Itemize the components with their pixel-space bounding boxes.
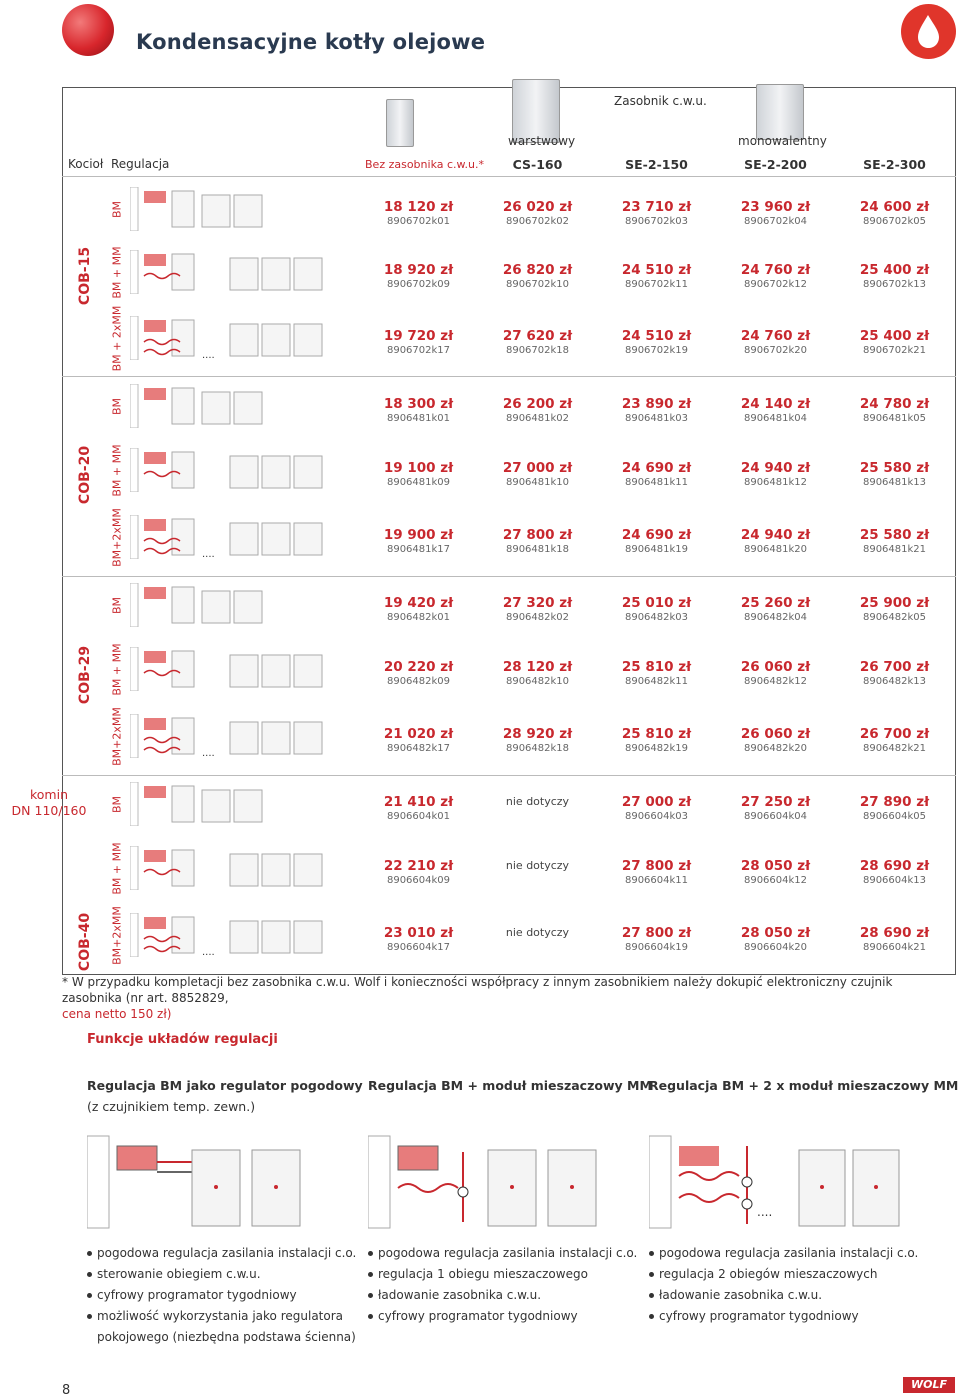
price-cell: [359, 199, 478, 228]
price-cell: [716, 858, 835, 887]
price-value: 23 960 zł: [740, 199, 811, 215]
price-value: 28 690 zł: [859, 858, 930, 874]
price-value: 25 010 zł: [621, 595, 692, 611]
monowalentny-header: monowalentny: [738, 134, 827, 148]
list-item: ładowanie zasobnika c.w.u.: [368, 1285, 638, 1306]
article-code: 8906482k02: [505, 612, 570, 623]
price-value: 25 400 zł: [859, 328, 930, 344]
article-code: 8906482k03: [624, 612, 689, 623]
svg-text:....: ....: [202, 748, 215, 758]
function-bullets-bm-2mm: [649, 1243, 939, 1327]
price-value: 24 940 zł: [740, 460, 811, 476]
warstwowy-header: warstwowy: [508, 134, 576, 148]
price-cell: [597, 595, 716, 624]
article-code: 8906482k13: [862, 676, 927, 687]
model-cs160: CS-160: [512, 157, 563, 172]
zasobnik-header: Zasobnik c.w.u.: [614, 94, 707, 108]
regulation-label: BM: [110, 596, 124, 615]
price-cell: [716, 794, 835, 823]
price-value: 24 510 zł: [621, 262, 692, 278]
price-value: 19 420 zł: [383, 595, 454, 611]
price-cell: [597, 396, 716, 425]
function-title-bm-2mm: Regulacja BM + 2 x moduł mieszaczowy MM: [649, 1078, 959, 1093]
article-code: 8906482k01: [386, 612, 451, 623]
price-cell: [716, 328, 835, 357]
regulation-label: BM + MM: [110, 643, 124, 696]
article-code: 8906482k04: [743, 612, 808, 623]
article-code: 8906702k17: [386, 345, 451, 356]
article-code: 8906702k18: [505, 345, 570, 356]
price-value: 25 810 zł: [621, 659, 692, 675]
flame-icon: [901, 4, 956, 59]
regulation-schematic: [130, 782, 350, 816]
list-item-continuation: pokojowego (niezbędna podstawa ścienna): [97, 1330, 356, 1344]
svg-text:....: ....: [757, 1205, 773, 1219]
function-title-bm: Regulacja BM jako regulator pogodowy: [87, 1078, 363, 1093]
price-cell: [359, 396, 478, 425]
regulation-label: BM + 2xMM: [110, 305, 124, 372]
price-cell: [597, 726, 716, 755]
price-value: 22 210 zł: [383, 858, 454, 874]
price-cell: [478, 460, 597, 489]
article-code: 8906482k10: [505, 676, 570, 687]
article-code: 8906481k17: [386, 544, 451, 555]
price-value: 24 600 zł: [859, 199, 930, 215]
list-item: pogodowa regulacja zasilania instalacji c.o.: [649, 1243, 939, 1264]
article-code: 8906702k12: [743, 279, 808, 290]
price-cell: [835, 794, 954, 823]
function-title-bm-mm: Regulacja BM + moduł mieszaczowy MM: [368, 1078, 652, 1093]
list-item: sterowanie obiegiem c.w.u.: [87, 1264, 357, 1285]
price-cell: [359, 726, 478, 755]
regulation-label: BM + MM: [110, 842, 124, 895]
price-cell: [716, 595, 835, 624]
article-code: 8906481k09: [386, 477, 451, 488]
price-value: 18 120 zł: [383, 199, 454, 215]
group-divider: [62, 775, 956, 776]
price-value: 19 720 zł: [383, 328, 454, 344]
price-value: 25 580 zł: [859, 460, 930, 476]
svg-text:....: ....: [202, 549, 215, 559]
price-value: 24 690 zł: [621, 460, 692, 476]
price-cell: [478, 396, 597, 425]
article-code: 8906702k11: [624, 279, 689, 290]
regulation-schematic: [130, 583, 350, 617]
wolf-logo: WOLF: [903, 1377, 955, 1393]
price-cell: [835, 595, 954, 624]
price-value: 25 400 zł: [859, 262, 930, 278]
price-value: 26 700 zł: [859, 726, 930, 742]
price-value: 24 940 zł: [740, 527, 811, 543]
function-bullets-bm-mm: [368, 1243, 638, 1327]
boiler-image: [386, 99, 414, 147]
price-value: 27 000 zł: [621, 794, 692, 810]
price-cell: [478, 858, 597, 872]
article-code: 8906482k09: [386, 676, 451, 687]
not-applicable-text: nie dotyczy: [505, 926, 570, 939]
price-cell: [597, 858, 716, 887]
article-code: 8906604k12: [743, 875, 808, 886]
article-code: 8906482k12: [743, 676, 808, 687]
article-code: 8906482k05: [862, 612, 927, 623]
group-divider: [62, 376, 956, 377]
article-code: 8906702k20: [743, 345, 808, 356]
price-cell: [835, 659, 954, 688]
price-cell: [716, 460, 835, 489]
article-code: 8906604k13: [862, 875, 927, 886]
price-cell: [716, 527, 835, 556]
price-cell: [835, 527, 954, 556]
price-cell: [359, 328, 478, 357]
price-cell: [359, 262, 478, 291]
price-cell: [478, 595, 597, 624]
group-divider: [62, 576, 956, 577]
article-code: 8906604k17: [386, 942, 451, 953]
article-code: 8906702k13: [862, 279, 927, 290]
regulation-label: BM: [110, 397, 124, 416]
article-code: 8906604k03: [624, 811, 689, 822]
regulation-schematic: [130, 846, 350, 880]
article-code: 8906481k21: [862, 544, 927, 555]
price-cell: [359, 858, 478, 887]
model-se2-150: SE-2-150: [625, 157, 688, 172]
price-value: 21 020 zł: [383, 726, 454, 742]
model-se2-200: SE-2-200: [744, 157, 807, 172]
regulation-schematic: [130, 316, 350, 360]
regulation-label: BM+2xMM: [110, 707, 124, 766]
article-code: 8906482k17: [386, 743, 451, 754]
price-value: 23 010 zł: [383, 925, 454, 941]
price-value: 25 260 zł: [740, 595, 811, 611]
regulacja-header: Regulacja: [111, 157, 170, 171]
price-cell: [716, 925, 835, 954]
article-code: 8906481k05: [862, 413, 927, 424]
article-code: 8906481k01: [386, 413, 451, 424]
price-value: 23 710 zł: [621, 199, 692, 215]
article-code: 8906604k01: [386, 811, 451, 822]
price-cell: [716, 726, 835, 755]
decorative-ball-icon: [62, 4, 114, 56]
list-item: regulacja 2 obiegów mieszaczowych: [649, 1264, 939, 1285]
header-divider: [62, 176, 956, 177]
list-item: ładowanie zasobnika c.w.u.: [649, 1285, 939, 1306]
price-cell: [478, 659, 597, 688]
price-value: 27 000 zł: [502, 460, 573, 476]
function-bullets-bm: [87, 1243, 357, 1327]
price-value: 27 800 zł: [621, 858, 692, 874]
price-value: 28 120 zł: [502, 659, 573, 675]
price-value: 28 050 zł: [740, 925, 811, 941]
price-value: 24 690 zł: [621, 527, 692, 543]
price-cell: [835, 199, 954, 228]
list-item: cyfrowy programator tygodniowy: [87, 1285, 357, 1306]
regulation-label: BM + MM: [110, 444, 124, 497]
price-value: 20 220 zł: [383, 659, 454, 675]
article-code: 8906702k10: [505, 279, 570, 290]
price-cell: [716, 199, 835, 228]
price-cell: [835, 858, 954, 887]
list-item: pogodowa regulacja zasilania instalacji c.o.: [87, 1243, 357, 1264]
list-item: cyfrowy programator tygodniowy: [368, 1306, 638, 1327]
functions-heading: Funkcje układów regulacji: [87, 1032, 278, 1047]
article-code: 8906604k09: [386, 875, 451, 886]
regulation-label: BM+2xMM: [110, 906, 124, 965]
price-cell: [359, 595, 478, 624]
article-code: 8906702k03: [624, 216, 689, 227]
boiler-label-cob15: COB-15: [77, 246, 93, 306]
price-cell: [597, 794, 716, 823]
price-cell: [835, 396, 954, 425]
price-value: 19 100 zł: [383, 460, 454, 476]
regulation-schematic: [130, 448, 350, 482]
price-value: 25 580 zł: [859, 527, 930, 543]
regulation-schematic: [130, 714, 350, 758]
price-value: 28 920 zł: [502, 726, 573, 742]
article-code: 8906482k20: [743, 743, 808, 754]
boiler-label-cob29: COB-29: [77, 645, 93, 705]
diagram-bm-mm: [368, 1132, 628, 1232]
price-value: 25 900 zł: [859, 595, 930, 611]
price-value: 27 800 zł: [621, 925, 692, 941]
article-code: 8906604k19: [624, 942, 689, 953]
price-cell: [359, 925, 478, 954]
price-cell: [716, 659, 835, 688]
price-value: 27 320 zł: [502, 595, 573, 611]
price-value: 24 760 zł: [740, 328, 811, 344]
komin-line2: DN 110/160: [11, 803, 87, 818]
footnote-text: * W przypadku kompletacji bez zasobnika c.w.u. Wolf i konieczności współpracy z innym zasobnikiem należy dokupić elektroniczny czujnik zasobnika (nr art. 8852829,: [62, 975, 893, 1005]
article-code: 8906482k18: [505, 743, 570, 754]
list-item: regulacja 1 obiegu mieszaczowego: [368, 1264, 638, 1285]
kociol-header: Kocioł: [68, 157, 104, 171]
price-cell: [478, 925, 597, 939]
price-cell: [597, 262, 716, 291]
article-code: 8906604k05: [862, 811, 927, 822]
price-value: 24 140 zł: [740, 396, 811, 412]
price-value: 18 920 zł: [383, 262, 454, 278]
diagram-bm: [87, 1132, 347, 1232]
article-code: 8906481k11: [624, 477, 689, 488]
price-cell: [597, 659, 716, 688]
list-item: pogodowa regulacja zasilania instalacji c.o.: [368, 1243, 638, 1264]
price-value: 24 760 zł: [740, 262, 811, 278]
price-cell: [835, 925, 954, 954]
page-title: Kondensacyjne kotły olejowe: [136, 30, 486, 54]
list-item: cyfrowy programator tygodniowy: [649, 1306, 939, 1327]
regulation-schematic: [130, 515, 350, 559]
article-code: 8906481k03: [624, 413, 689, 424]
price-value: 24 780 zł: [859, 396, 930, 412]
price-value: 21 410 zł: [383, 794, 454, 810]
price-value: 26 060 zł: [740, 726, 811, 742]
article-code: 8906481k10: [505, 477, 570, 488]
article-code: 8906702k21: [862, 345, 927, 356]
price-cell: [359, 460, 478, 489]
article-code: 8906481k12: [743, 477, 808, 488]
price-cell: [478, 199, 597, 228]
regulation-label: BM: [110, 200, 124, 219]
article-code: 8906481k19: [624, 544, 689, 555]
price-cell: [359, 527, 478, 556]
article-code: 8906604k21: [862, 942, 927, 953]
regulation-schematic: [130, 647, 350, 681]
regulation-schematic: [130, 187, 350, 221]
price-value: 27 800 zł: [502, 527, 573, 543]
price-cell: [478, 794, 597, 808]
price-cell: [478, 328, 597, 357]
price-cell: [597, 199, 716, 228]
article-code: 8906481k13: [862, 477, 927, 488]
price-value: 23 890 zł: [621, 396, 692, 412]
article-code: 8906604k04: [743, 811, 808, 822]
price-cell: [478, 527, 597, 556]
price-value: 26 820 zł: [502, 262, 573, 278]
price-cell: [716, 262, 835, 291]
bez-zasobnika-header: Bez zasobnika c.w.u.*: [365, 158, 484, 171]
article-code: 8906481k18: [505, 544, 570, 555]
article-code: 8906702k19: [624, 345, 689, 356]
page-number: 8: [62, 1383, 71, 1398]
price-value: 26 060 zł: [740, 659, 811, 675]
article-code: 8906702k05: [862, 216, 927, 227]
price-value: 27 250 zł: [740, 794, 811, 810]
price-cell: [359, 659, 478, 688]
price-value: 19 900 zł: [383, 527, 454, 543]
regulation-label: BM + MM: [110, 246, 124, 299]
price-cell: [835, 726, 954, 755]
boiler-label-cob40: COB-40: [77, 912, 93, 972]
regulation-schematic: [130, 913, 350, 957]
list-item: możliwość wykorzystania jako regulatora: [87, 1306, 357, 1327]
boiler-label-cob20: COB-20: [77, 445, 93, 505]
svg-text:....: ....: [202, 350, 215, 360]
article-code: 8906482k19: [624, 743, 689, 754]
function-subtitle-bm: (z czujnikiem temp. zewn.): [87, 1099, 256, 1114]
regulation-label: BM: [110, 795, 124, 814]
storage-se2-image: [756, 84, 804, 140]
footnote-price: cena netto 150 zł): [62, 1007, 172, 1021]
price-cell: [835, 262, 954, 291]
regulation-schematic: [130, 250, 350, 284]
price-value: 27 620 zł: [502, 328, 573, 344]
article-code: 8906702k09: [386, 279, 451, 290]
regulation-label: BM+2xMM: [110, 508, 124, 567]
komin-line1: komin: [29, 787, 68, 802]
article-code: 8906604k20: [743, 942, 808, 953]
article-code: 8906702k01: [386, 216, 451, 227]
price-value: 28 050 zł: [740, 858, 811, 874]
model-se2-300: SE-2-300: [863, 157, 926, 172]
price-cell: [478, 262, 597, 291]
article-code: 8906604k11: [624, 875, 689, 886]
price-value: 26 020 zł: [502, 199, 573, 215]
article-code: 8906481k04: [743, 413, 808, 424]
price-value: 28 690 zł: [859, 925, 930, 941]
price-cell: [597, 460, 716, 489]
price-value: 26 200 zł: [502, 396, 573, 412]
price-value: 27 890 zł: [859, 794, 930, 810]
not-applicable-text: nie dotyczy: [505, 795, 570, 808]
footnote: [62, 974, 952, 1022]
article-code: 8906702k04: [743, 216, 808, 227]
price-cell: [359, 794, 478, 823]
svg-text:....: ....: [202, 947, 215, 957]
article-code: 8906482k21: [862, 743, 927, 754]
price-value: 18 300 zł: [383, 396, 454, 412]
article-code: 8906481k02: [505, 413, 570, 424]
regulation-schematic: [130, 384, 350, 418]
price-cell: [716, 396, 835, 425]
price-cell: [478, 726, 597, 755]
komin-label: [6, 787, 92, 819]
price-cell: [597, 328, 716, 357]
price-value: 25 810 zł: [621, 726, 692, 742]
price-value: 24 510 zł: [621, 328, 692, 344]
price-cell: [597, 527, 716, 556]
price-value: 26 700 zł: [859, 659, 930, 675]
article-code: 8906482k11: [624, 676, 689, 687]
not-applicable-text: nie dotyczy: [505, 859, 570, 872]
price-cell: [597, 925, 716, 954]
price-cell: [835, 460, 954, 489]
price-cell: [835, 328, 954, 357]
article-code: 8906481k20: [743, 544, 808, 555]
diagram-bm-2mm: [649, 1132, 929, 1232]
article-code: 8906702k02: [505, 216, 570, 227]
